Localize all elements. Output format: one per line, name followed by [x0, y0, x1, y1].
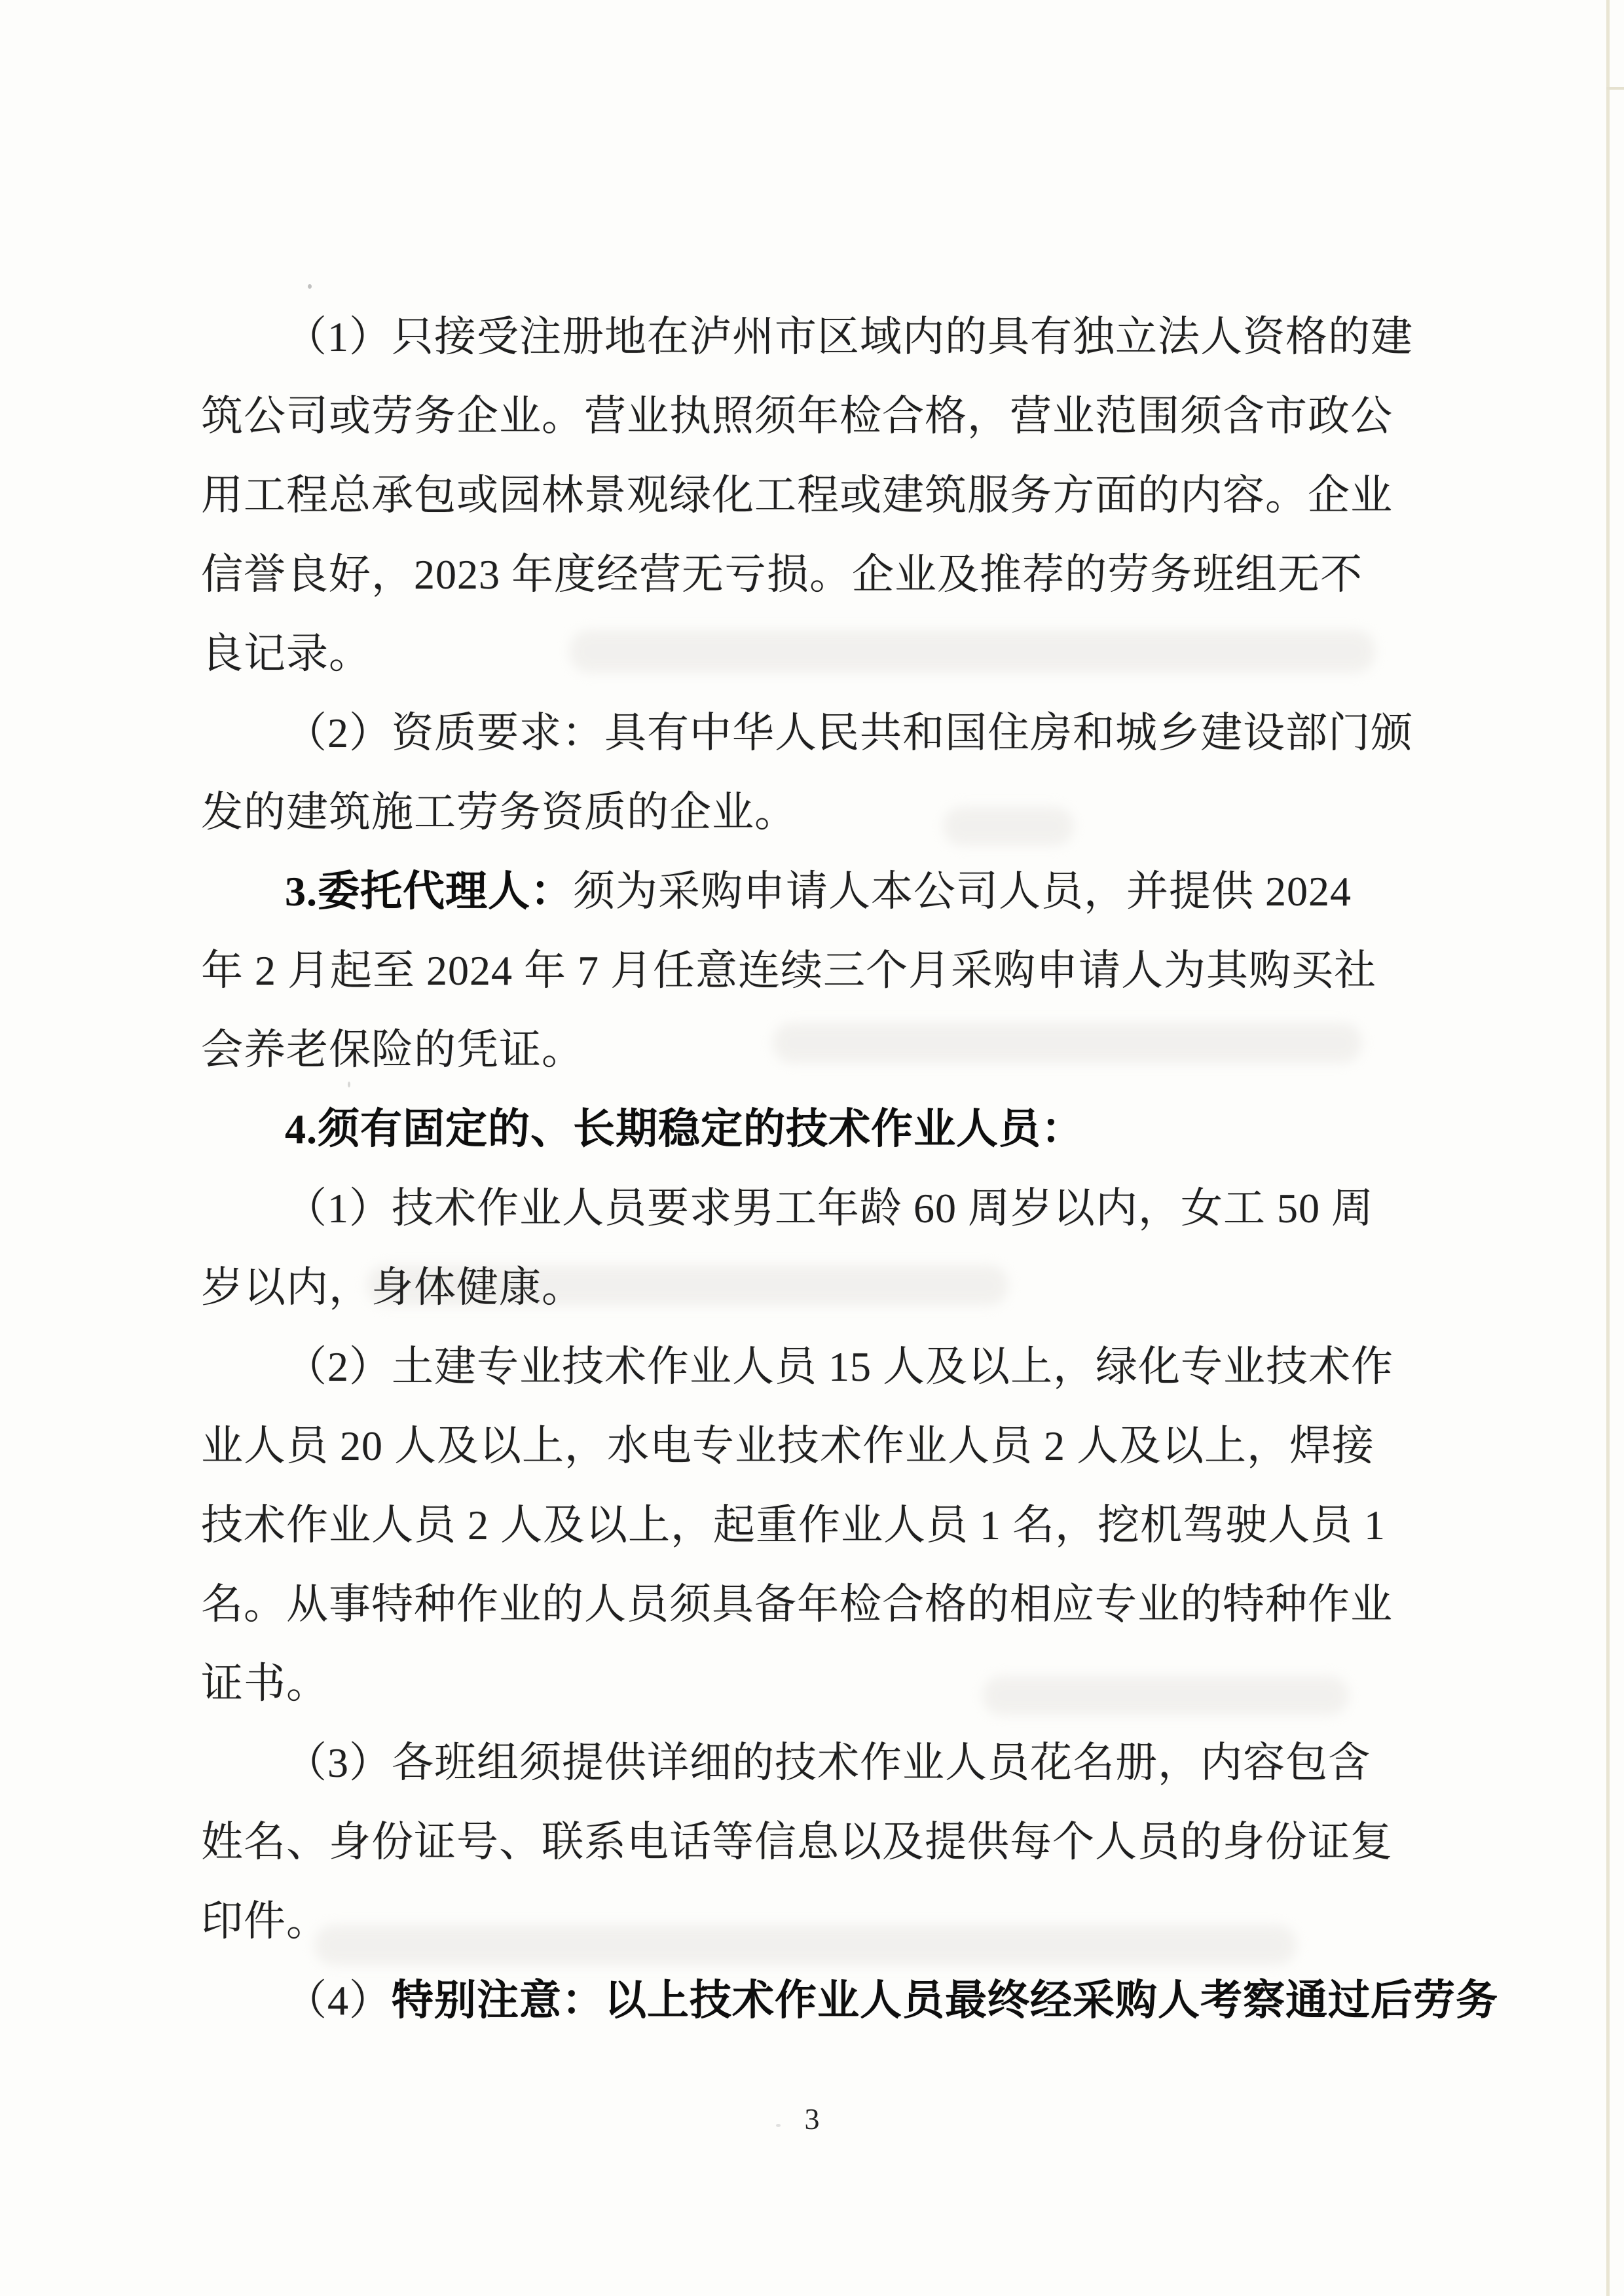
text-line: （2）土建专业技术作业人员 15 人及以上，绿化专业技术作	[285, 1343, 1393, 1390]
text-line	[201, 1961, 1498, 2040]
text-line: 会养老保险的凭证。	[201, 1027, 584, 1073]
clause-4-heading: 4.须有固定的、长期稳定的技术作业人员：	[285, 1106, 1084, 1152]
text-line: （2）资质要求：具有中华人民共和国住房和城乡建设部门颁	[285, 710, 1413, 756]
text-line: 年 2 月起至 2024 年 7 月任意连续三个月采购申请人为其购买社	[201, 947, 1376, 994]
text-line: 良记录。	[201, 630, 371, 677]
clause-3-heading: 3.委托代理人：	[285, 868, 573, 915]
clause-3-body: 须为采购申请人本公司人员，并提供 2024	[573, 868, 1352, 915]
page-body-text	[201, 297, 1498, 2040]
text-line: （3）各班组须提供详细的技术作业人员花名册，内容包含	[285, 1740, 1371, 1786]
text-line: 印件。	[201, 1898, 329, 1944]
text-line: （1）技术作业人员要求男工年龄 60 周岁以内，女工 50 周	[285, 1185, 1374, 1231]
text-line: 技术作业人员 2 人及以上，起重作业人员 1 名，挖机驾驶人员 1	[201, 1502, 1386, 1548]
text-line: 用工程总承包或园林景观绿化工程或建筑服务方面的内容。企业	[201, 472, 1393, 519]
paper-edge-line	[1606, 0, 1610, 2296]
text-line: 岁以内，身体健康。	[201, 1264, 584, 1311]
text-line: 姓名、身份证号、联系电话等信息以及提供每个人员的身份证复	[201, 1819, 1393, 1865]
paper-edge-nick	[1606, 87, 1624, 90]
text-line: 业人员 20 人及以上，水电专业技术作业人员 2 人及以上，焊接	[201, 1423, 1375, 1469]
text-line	[201, 1089, 1373, 1169]
text-line: （1）只接受注册地在泸州市区域内的具有独立法人资格的建	[285, 314, 1413, 360]
text-line: 信誉良好，2023 年度经营无亏损。企业及推荐的劳务班组无不	[201, 551, 1363, 598]
text-line: 筑公司或劳务企业。营业执照须年检合格，营业范围须含市政公	[201, 393, 1393, 439]
scan-speck	[308, 284, 312, 289]
text-line: 名。从事特种作业的人员须具备年检合格的相应专业的特种作业	[201, 1581, 1393, 1628]
text-line	[201, 852, 1373, 931]
text-line: 证书。	[201, 1660, 329, 1707]
page-number: 3	[804, 2102, 820, 2136]
item-4-number: （4）	[285, 1977, 392, 2024]
text-line: 发的建筑施工劳务资质的企业。	[201, 789, 797, 835]
special-notice-text: 特别注意：以上技术作业人员最终经采购人考察通过后劳务	[392, 1977, 1498, 2024]
